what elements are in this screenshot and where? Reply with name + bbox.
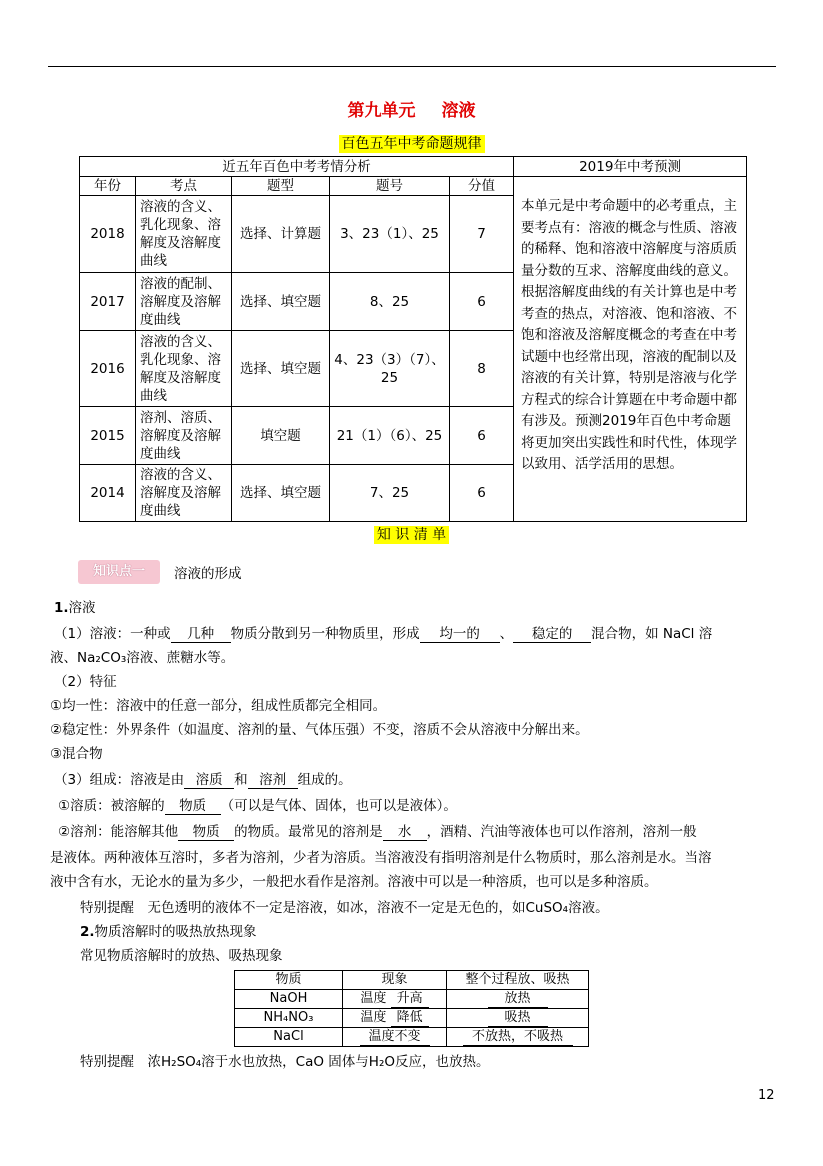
text: 反应，也放热。: [395, 1054, 490, 1070]
header-analysis: 近五年百色中考考情分析: [80, 157, 514, 177]
answer-blank: 物质: [178, 824, 234, 841]
answer-blank: 溶剂: [248, 772, 298, 789]
cell-number: 8、25: [330, 273, 450, 331]
paragraph-definition: [54, 624, 712, 644]
cell-heat: [447, 990, 589, 1009]
text: 温度: [360, 991, 387, 1006]
heading-number: 2.: [80, 924, 95, 940]
cell-topic: 溶液的配制、溶解度及溶解度曲线: [136, 273, 232, 331]
formula: CuSO₄: [525, 900, 569, 916]
cell-substance: NaOH: [235, 990, 343, 1009]
text: ，酒精、汽油等液体也可以作溶剂，溶剂一般: [426, 824, 697, 840]
col-number: 题号: [330, 177, 450, 196]
answer-blank: 温度不变: [360, 1029, 430, 1046]
text: 溶于水也放热，CaO 固体与: [201, 1054, 369, 1070]
cell-phenomenon: [343, 990, 447, 1009]
cell-topic: 溶液的含义、乳化现象、溶解度及溶解度曲线: [136, 196, 232, 273]
text: 和: [234, 772, 248, 788]
prediction-text: 本单元是中考命题中的必考重点，主要考点有：溶液的概念与性质、溶液的稀释、饱和溶液中溶解度与溶质质量分数的互求、溶解度曲线的意义。根据溶解度曲线的有关计算也是中考考查的热点，对溶液、饱和溶液、不饱和溶液及溶解度概念的考查在中考试题中也经常出现，溶液的配制以及溶液的有关计算，特别是溶液与化学方程式的综合计算题在中考命题中都有涉及。预测2019年百色中考命题将更加突出实践性和时代性，体现学以致用、活学活用的思想。: [514, 177, 747, 522]
heading-label: 物质溶解时的吸热放热现象: [94, 924, 257, 940]
cell-substance: NaCl: [235, 1028, 343, 1047]
cell-type: 选择、填空题: [232, 331, 330, 407]
text: 的物质。最常见的溶剂是: [234, 824, 383, 840]
knowledge-section-title: [0, 524, 823, 544]
cell-type: 选择、填空题: [232, 273, 330, 331]
unit-name: 溶液: [441, 101, 476, 121]
answer-blank: 吸热: [488, 1010, 548, 1027]
heading-2: [80, 922, 257, 942]
cell-topic: 溶液的含义、溶解度及溶解度曲线: [136, 465, 232, 522]
text: 、: [499, 626, 514, 642]
cell-year: 2016: [80, 331, 136, 407]
exam-analysis-table: [79, 156, 747, 522]
cell-number: 3、23（1）、25: [330, 196, 450, 273]
paragraph-solvent: [58, 822, 697, 842]
col-score: 分值: [450, 177, 514, 196]
cell-substance: NH₄NO₃: [235, 1009, 343, 1028]
cell-number: 7、25: [330, 465, 450, 522]
answer-blank: 升高: [391, 991, 429, 1008]
paragraph-definition-cont: 液、Na₂CO₃溶液、蔗糖水等。: [50, 650, 235, 666]
cell-type: 选择、计算题: [232, 196, 330, 273]
point-title: 溶液的形成: [174, 566, 242, 582]
col-topic: 考点: [136, 177, 232, 196]
text: 特别提醒 浓: [80, 1054, 161, 1070]
text: 组成的。: [297, 772, 352, 788]
text: 特别提醒 无色透明的液体不一定是溶液，如冰，溶液不一定是无色的，如: [80, 900, 526, 916]
heading-label: 溶液: [68, 600, 96, 616]
paragraph-solute: [58, 796, 457, 816]
col-heat: 整个过程放、吸热: [447, 971, 589, 990]
text: 混合物，如 NaCl 溶: [591, 626, 713, 642]
answer-blank: 溶质: [184, 772, 234, 789]
page-title: [0, 96, 823, 121]
answer-blank: 不放热，不吸热: [463, 1029, 573, 1046]
text: ①溶质：被溶解的: [58, 798, 165, 814]
formula: H₂SO₄: [161, 1054, 202, 1070]
cell-phenomenon: [343, 1009, 447, 1028]
cell-year: 2018: [80, 196, 136, 273]
cell-year: 2017: [80, 273, 136, 331]
paragraph-heat-intro: 常见物质溶解时的放热、吸热现象: [80, 948, 283, 964]
cell-number: 4、23（3）（7）、25: [330, 331, 450, 407]
col-type: 题型: [232, 177, 330, 196]
col-year: 年份: [80, 177, 136, 196]
table-header-row: [80, 157, 747, 177]
cell-number: 21（1）（6）、25: [330, 407, 450, 465]
paragraph-features: （2）特征: [54, 674, 117, 690]
answer-blank: 均一的: [420, 626, 500, 643]
exam-section-label: 百色五年中考命题规律: [339, 135, 485, 153]
text: （可以是气体、固体，也可以是液体）。: [220, 798, 457, 814]
special-note-2: [80, 1052, 490, 1072]
cell-year: 2014: [80, 465, 136, 522]
text: 溶液。: [568, 900, 609, 916]
cell-score: 6: [450, 465, 514, 522]
formula: H₂O: [368, 1054, 395, 1070]
knowledge-badge: [78, 560, 160, 584]
answer-blank: 几种: [171, 626, 231, 643]
exam-section-title: [0, 133, 823, 153]
header-prediction: 2019年中考预测: [514, 157, 747, 177]
table-row: [235, 1028, 589, 1047]
cell-type: 选择、填空题: [232, 465, 330, 522]
text: （3）组成：溶液是由: [54, 772, 185, 788]
table-row: [235, 1009, 589, 1028]
cell-heat: [447, 1028, 589, 1047]
cell-score: 6: [450, 273, 514, 331]
page-number: 12: [758, 1088, 775, 1103]
text: （1）溶液：一种或: [54, 626, 171, 642]
cell-score: 6: [450, 407, 514, 465]
answer-blank: 物质: [165, 798, 221, 815]
unit-number: 第九单元: [347, 101, 416, 121]
special-note-1: [80, 898, 609, 918]
heat-table: [234, 970, 589, 1047]
text: 温度: [360, 1010, 387, 1025]
cell-topic: 溶剂、溶质、溶解度及溶解度曲线: [136, 407, 232, 465]
cell-topic: 溶液的含义、乳化现象、溶解度及溶解度曲线: [136, 331, 232, 407]
answer-blank: 降低: [391, 1010, 429, 1027]
paragraph-solvent-cont: 液中含有水，无论水的量为多少，一般把水看作是溶剂。溶液中可以是一种溶质，也可以是多种溶质。: [50, 874, 658, 890]
cell-score: 7: [450, 196, 514, 273]
cell-heat: [447, 1009, 589, 1028]
table-header-row: [235, 971, 589, 990]
badge-label: 知识点一: [92, 564, 145, 579]
heading-1: [54, 598, 96, 618]
cell-year: 2015: [80, 407, 136, 465]
answer-blank: 水: [383, 824, 427, 841]
table-column-row: [80, 177, 747, 196]
paragraph-stability: ②稳定性：外界条件（如温度、溶剂的量、气体压强）不变，溶质不会从溶液中分解出来。: [50, 722, 589, 738]
cell-phenomenon: [343, 1028, 447, 1047]
paragraph-solvent-cont: 是液体。两种液体互溶时，多者为溶剂，少者为溶质。当溶液没有指明溶剂是什么物质时，那么溶剂是水。当溶: [50, 850, 712, 866]
cell-score: 8: [450, 331, 514, 407]
heading-number: 1.: [54, 600, 69, 616]
table-row: [235, 990, 589, 1009]
col-phenomenon: 现象: [343, 971, 447, 990]
col-substance: 物质: [235, 971, 343, 990]
knowledge-section-label: 知 识 清 单: [374, 526, 449, 544]
answer-blank: 放热: [488, 991, 548, 1008]
cell-type: 填空题: [232, 407, 330, 465]
header-rule: [48, 66, 776, 67]
text: ②溶剂：能溶解其他: [58, 824, 179, 840]
paragraph-composition: [54, 770, 352, 790]
text: 物质分散到另一种物质里，形成: [230, 626, 420, 642]
paragraph-uniformity: ①均一性：溶液中的任意一部分，组成性质都完全相同。: [50, 698, 387, 714]
answer-blank: 稳定的: [513, 626, 591, 643]
paragraph-mixture: ③混合物: [50, 746, 103, 762]
